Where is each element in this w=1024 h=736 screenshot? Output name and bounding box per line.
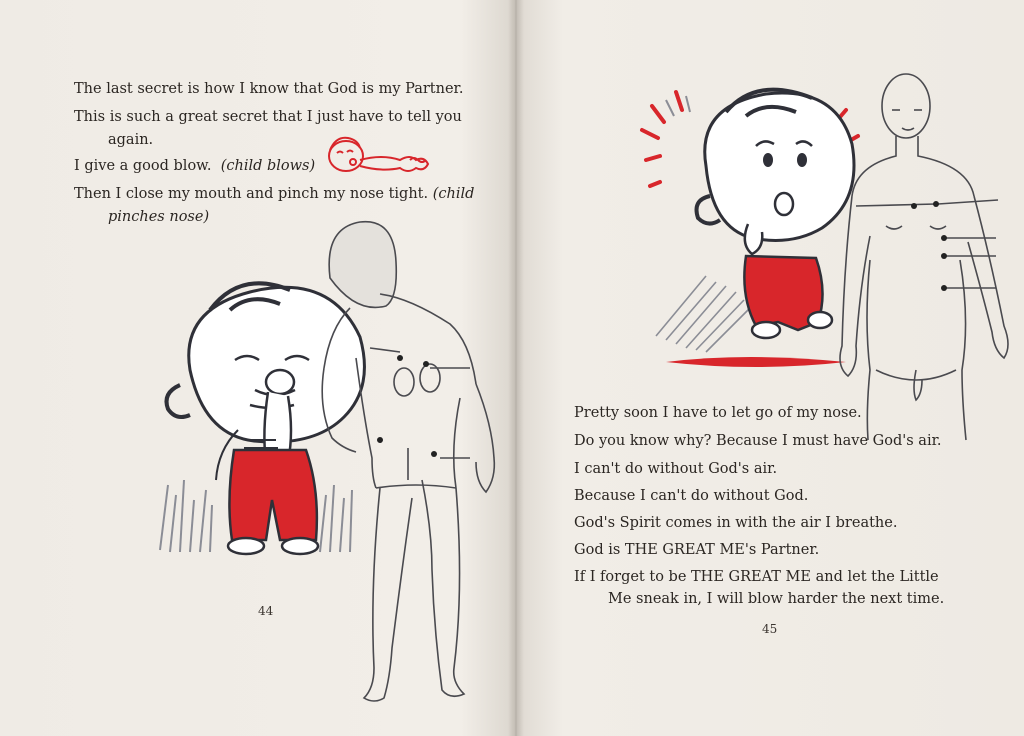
right-line-5: God's Spirit comes in with the air I breathe. <box>574 515 898 531</box>
human-back-figure-illustration <box>310 218 510 718</box>
left-page-number: 44 <box>258 604 274 618</box>
right-page <box>516 0 1024 736</box>
right-line-6: God is THE GREAT ME's Partner. <box>574 542 820 558</box>
right-page-number: 45 <box>762 622 778 636</box>
right-line-4: Because I can't do without God. <box>574 488 809 504</box>
right-line-7: If I forget to be THE GREAT ME and let the Little <box>574 569 939 585</box>
left-line-6: pinches nose) <box>108 209 210 225</box>
right-line-8: Me sneak in, I will blow harder the next time. <box>608 591 945 607</box>
left-line-3: again. <box>108 132 154 148</box>
right-line-2: Do you know why? Because I must have God's air. <box>574 433 942 449</box>
left-line-4-text: I give a good blow. <box>74 158 212 174</box>
human-front-figure-illustration <box>826 70 1024 440</box>
left-line-4-note: (child blows) <box>220 158 316 174</box>
right-line-1: Pretty soon I have to let go of my nose. <box>574 405 862 421</box>
left-line-5-note: (child <box>432 186 475 202</box>
left-line-4 <box>74 157 315 175</box>
left-line-5-text: Then I close my mouth and pinch my nose tight. <box>74 186 429 202</box>
left-line-2: This is such a great secret that I just have to tell you <box>74 109 462 125</box>
blowing-face-icon <box>320 130 440 190</box>
left-line-1: The last secret is how I know that God is my Partner. <box>74 81 464 97</box>
right-line-3: I can't do without God's air. <box>574 461 778 477</box>
